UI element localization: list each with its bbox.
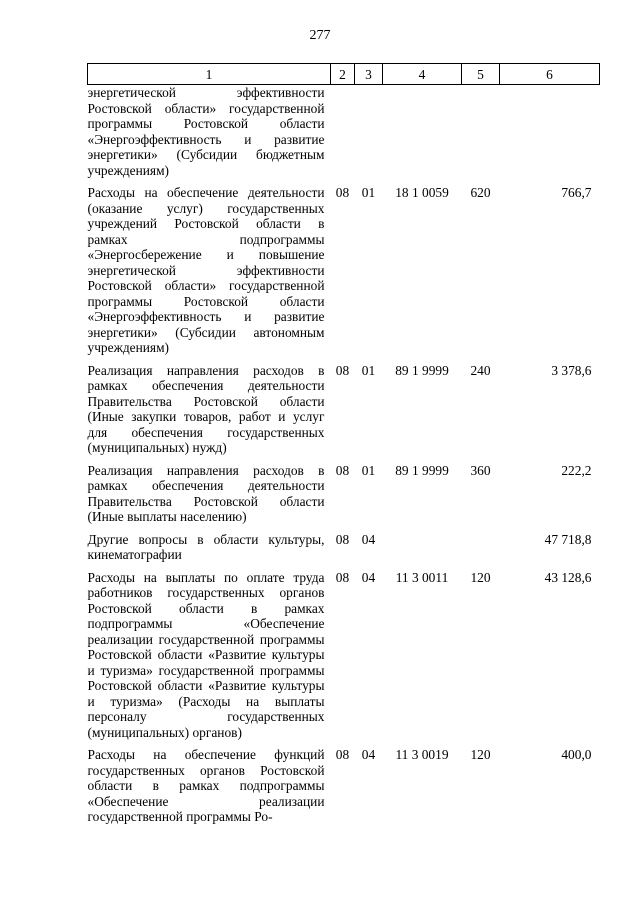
table-row: [88, 532, 600, 570]
row-expense-type: [462, 85, 500, 186]
row-description: Реализация направления расходов в рамках обеспечения деятельности Правительства Ростовской области (Иные выплаты населению): [87, 462, 325, 524]
header-col-4: 4: [383, 64, 462, 85]
row-subsection: 04: [361, 747, 376, 762]
row-section: 08: [335, 462, 350, 478]
row-subsection: 04: [361, 569, 376, 585]
row-target-article: [383, 532, 462, 570]
row-subsection: 01: [361, 185, 376, 200]
row-section: [331, 85, 355, 186]
table-header: [88, 64, 600, 85]
page-number: 277: [309, 28, 331, 43]
row-target-article: 11 3 0019: [395, 747, 449, 762]
row-expense-type: 120: [470, 747, 491, 762]
table-row: [88, 363, 600, 463]
row-subsection: 01: [361, 362, 376, 378]
table-row: [88, 747, 600, 832]
row-description: Расходы на обеспечение деятельности (оказание услуг) государственных учреждений Ростовской области в рамках подпрограммы «Энергосбережение и повышение энергетической эффективности Ростовской области» государственной программы Ростовской области «Энергоэффективность и развитие энергетики» (Субсидии автономным учреждениям): [87, 185, 325, 355]
header-col-3: 3: [355, 64, 383, 85]
row-amount: 47 718,8: [544, 531, 592, 547]
row-amount: 400,0: [561, 747, 592, 762]
header-col-5: 5: [462, 64, 500, 85]
row-section: 08: [335, 531, 350, 547]
row-description: Другие вопросы в области культуры, кинематографии: [87, 531, 325, 562]
row-target-article: 11 3 0011: [395, 569, 449, 585]
row-target-article: 89 1 9999: [395, 362, 449, 378]
row-description: энергетической эффективности Ростовской области» государственной программы Ростовской области «Энергоэффективность и развитие энергетики» (Субсидии бюджетным учреждениям): [87, 85, 325, 178]
row-amount: 43 128,6: [544, 569, 592, 585]
row-amount: 222,2: [561, 462, 592, 478]
row-expense-type: 360: [470, 462, 491, 478]
row-amount: 766,7: [561, 185, 592, 200]
row-target-article: 89 1 9999: [395, 462, 449, 478]
row-expense-type: 620: [470, 185, 491, 200]
row-amount: [500, 85, 600, 186]
row-subsection: [355, 85, 383, 186]
row-section: 08: [335, 747, 350, 762]
table-body: [88, 85, 600, 832]
row-section: 08: [335, 569, 350, 585]
row-subsection: 01: [361, 462, 376, 478]
table-row: [88, 85, 600, 186]
header-row: [88, 64, 600, 85]
row-amount: 3 378,6: [551, 362, 592, 378]
row-subsection: 04: [361, 531, 376, 547]
table-row: [88, 463, 600, 532]
row-description: Расходы на выплаты по оплате труда работников государственных органов Ростовской области в рамках подпрограммы «Обеспечение реализации государственной программы Ростовской области «Развитие культуры и туризма» государственной программы Ростовской области «Развитие культуры и туризма» (Расходы на выплаты персоналу государственных (муниципальных) органов): [87, 569, 325, 740]
header-col-1: 1: [88, 64, 331, 85]
table-row: [88, 185, 600, 363]
header-col-2: 2: [331, 64, 355, 85]
row-target-article: [383, 85, 462, 186]
row-description: Расходы на обеспечение функций государственных органов Ростовской области в рамках подпрограммы «Обеспечение реализации государственной программы Ро-: [87, 747, 325, 824]
budget-table: [87, 63, 600, 832]
table-row: [88, 570, 600, 748]
row-target-article: 18 1 0059: [395, 185, 449, 200]
row-expense-type: 120: [470, 569, 491, 585]
header-col-6: 6: [500, 64, 600, 85]
row-section: 08: [335, 362, 350, 378]
row-section: 08: [335, 185, 350, 200]
row-description: Реализация направления расходов в рамках обеспечения деятельности Правительства Ростовской области (Иные закупки товаров, работ и услуг для обеспечения государственных (муниципальных) нужд): [87, 362, 325, 455]
row-expense-type: [462, 532, 500, 570]
row-expense-type: 240: [470, 362, 491, 378]
